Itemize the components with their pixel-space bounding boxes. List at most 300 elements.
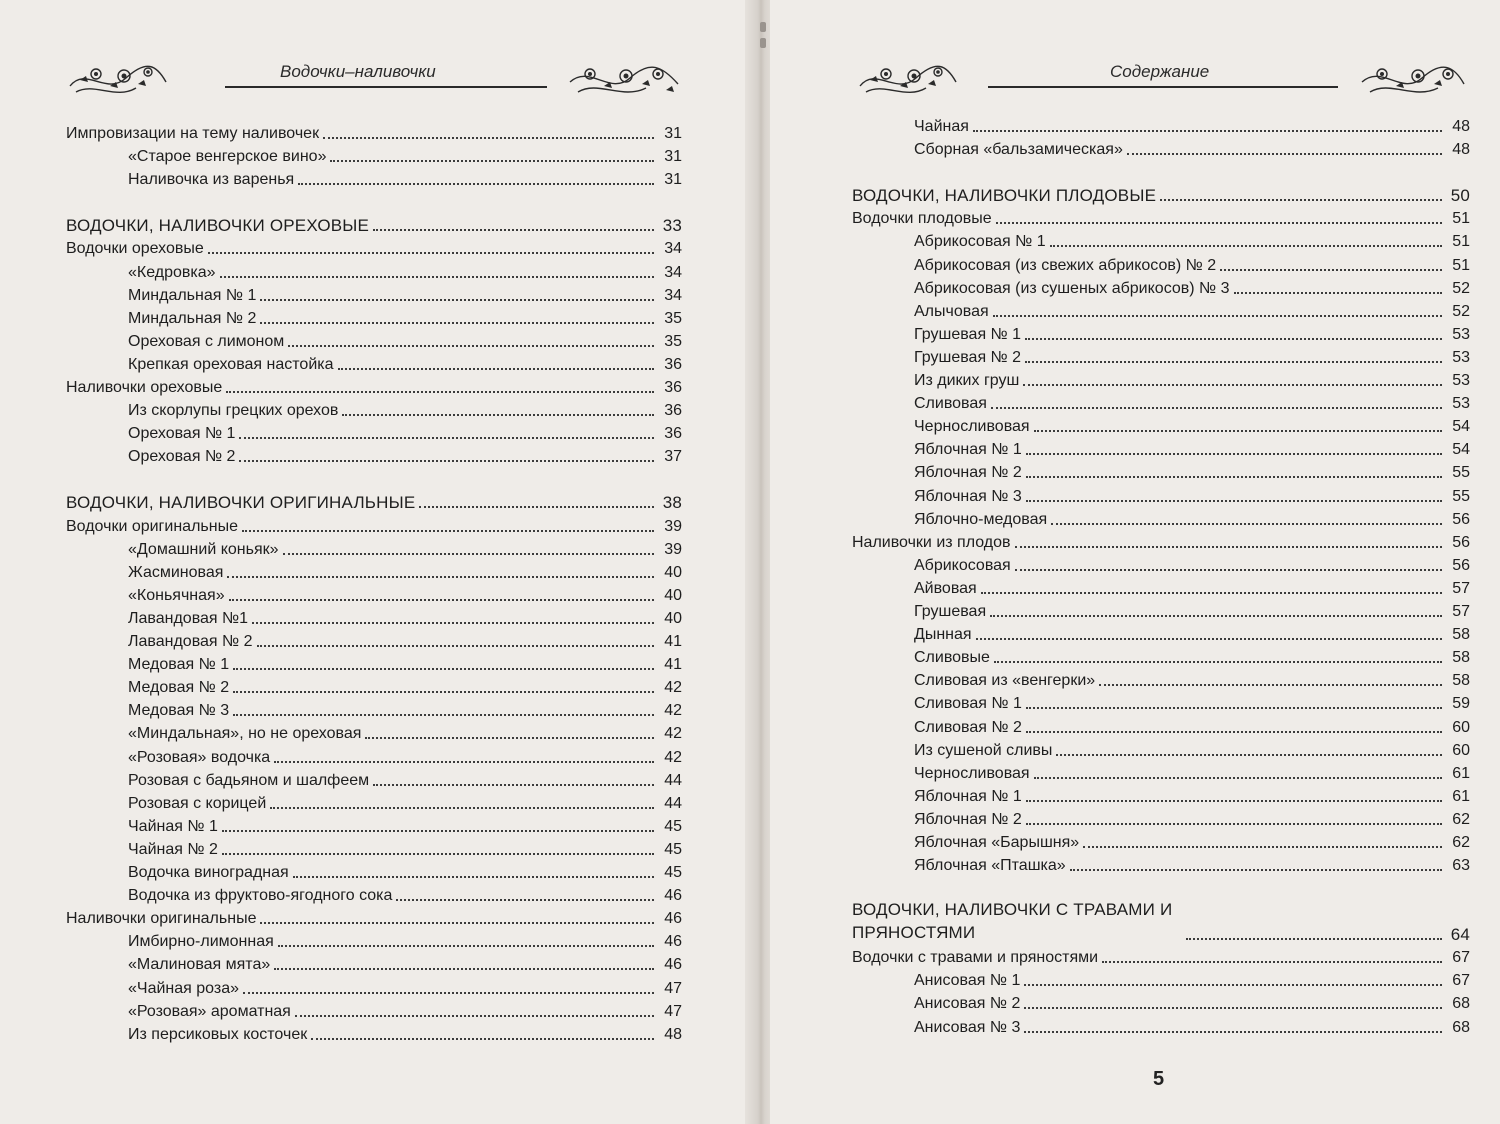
- dot-leader: [342, 414, 654, 416]
- dot-leader: [260, 922, 654, 924]
- dot-leader: [1160, 199, 1442, 201]
- toc-entry: [914, 737, 1470, 760]
- toc-entry-page: 56: [1452, 556, 1470, 574]
- toc-entry-title: Медовая № 1: [128, 656, 230, 674]
- dot-leader: [1024, 1007, 1442, 1009]
- toc-entry: [914, 852, 1470, 875]
- dot-leader: [1023, 384, 1442, 386]
- toc-section-heading: [66, 212, 682, 235]
- toc-entry-title: Сливовая № 2: [914, 718, 1022, 736]
- toc-entry: [128, 975, 682, 998]
- toc-entry-title: Водочка виноградная: [128, 864, 289, 881]
- toc-entry: [914, 459, 1470, 482]
- toc-entry-page: 59: [1452, 695, 1470, 713]
- toc-entry-title: Медовая № 3: [128, 702, 230, 720]
- toc-entry-page: 34: [664, 240, 682, 258]
- toc-entry: [128, 767, 682, 790]
- toc-entry: [914, 690, 1470, 713]
- toc-entry: [914, 136, 1470, 159]
- toc-entry-title: Сборная «бальзамическая»: [914, 141, 1123, 159]
- toc-entry-title: Яблочная № 2: [914, 464, 1022, 482]
- dot-leader: [1050, 245, 1442, 247]
- toc-entry-title: Миндальная № 1: [128, 286, 257, 304]
- toc-group-heading: [66, 374, 682, 397]
- toc-entry: [914, 598, 1470, 621]
- dot-leader: [1051, 523, 1442, 525]
- toc-entry: [914, 367, 1470, 390]
- toc-entry-title: Дынная: [914, 626, 972, 644]
- toc-entry-page: 35: [664, 309, 682, 327]
- toc-entry-page: 39: [664, 517, 682, 535]
- toc-entry-title: Медовая № 2: [128, 679, 230, 697]
- dot-leader: [226, 391, 654, 393]
- toc-entry-title: Крепкая ореховая настойка: [128, 355, 334, 373]
- toc-entry: [128, 882, 682, 905]
- toc-entry: [914, 321, 1470, 344]
- dot-leader: [330, 160, 654, 162]
- dot-leader: [233, 691, 654, 693]
- dot-leader: [373, 229, 654, 231]
- toc-entry-title: ВОДОЧКИ, НАЛИВОЧКИ ПЛОДОВЫЕ: [852, 186, 1157, 206]
- dot-leader: [278, 945, 654, 947]
- dot-leader: [243, 992, 654, 994]
- dot-leader: [252, 622, 654, 624]
- floral-ornament-icon: [566, 56, 682, 102]
- toc-entry: [128, 836, 682, 859]
- dot-leader: [1026, 800, 1442, 802]
- toc-entry: [914, 390, 1470, 413]
- toc-section-heading: [852, 898, 1470, 944]
- toc-entry-title: Наливочки из плодов: [852, 533, 1011, 551]
- dot-leader: [1015, 569, 1442, 571]
- toc-entry: [914, 644, 1470, 667]
- dot-leader: [1026, 500, 1442, 502]
- toc-entry-title: ВОДОЧКИ, НАЛИВОЧКИ ОРЕХОВЫЕ: [66, 216, 370, 236]
- toc-section-heading: [852, 182, 1470, 205]
- toc-entry-title: Чайная № 1: [128, 817, 218, 835]
- toc-entry-title: «Кедровка»: [128, 263, 216, 281]
- dot-leader: [257, 645, 654, 647]
- toc-entry-title: Яблочная № 1: [914, 441, 1022, 459]
- toc-entry-page: 31: [664, 125, 682, 142]
- toc-entry-title: Яблочная «Пташка»: [914, 857, 1066, 875]
- toc-entry-title: Наливочки оригинальные: [66, 910, 257, 928]
- dot-leader: [1220, 269, 1442, 271]
- toc-entry-title: Анисовая № 1: [914, 972, 1021, 990]
- toc-entry-title: Из персиковых косточек: [128, 1025, 308, 1043]
- toc-entry: [128, 605, 682, 628]
- toc-entry: [128, 790, 682, 813]
- toc-group-heading: [66, 905, 682, 928]
- toc-entry-page: 51: [1452, 256, 1470, 274]
- toc-entry-page: 62: [1452, 834, 1470, 851]
- dot-leader: [208, 252, 654, 254]
- dot-leader: [222, 853, 654, 855]
- toc-entry-title: Ореховая № 1: [128, 425, 236, 443]
- toc-entry-page: 41: [664, 656, 682, 674]
- toc-entry: [128, 1021, 682, 1044]
- toc-entry-page: 33: [662, 216, 682, 236]
- toc-entry-title: Сливовая из «венгерки»: [914, 672, 1096, 690]
- toc-entry-title: ВОДОЧКИ, НАЛИВОЧКИ С ТРАВАМИ И ПРЯНОСТЯМИ: [852, 900, 1173, 943]
- toc-entry: [128, 259, 682, 282]
- toc-entry-page: 61: [1452, 787, 1470, 805]
- toc-entry: [914, 252, 1470, 275]
- toc-entry-title: Айвовая: [914, 579, 977, 597]
- dot-leader: [1026, 476, 1442, 478]
- toc-entry: [914, 552, 1470, 575]
- toc-entry: [128, 351, 682, 374]
- toc-section-heading: [66, 489, 682, 512]
- toc-entry-title: Водочки оригинальные: [66, 517, 238, 535]
- dot-leader: [239, 460, 654, 462]
- toc-entry-title: Лавандовая № 2: [128, 633, 253, 650]
- dot-leader: [419, 506, 654, 508]
- toc-entry-page: 45: [664, 817, 682, 835]
- toc-entry: [128, 813, 682, 836]
- toc-entry: [914, 413, 1470, 436]
- toc-entry-title: «Миндальная», но не ореховая: [128, 725, 362, 743]
- toc-entry-page: 37: [664, 448, 682, 466]
- dot-leader: [233, 714, 654, 716]
- toc-entry-page: 40: [664, 586, 682, 604]
- dot-leader: [996, 222, 1442, 224]
- toc-group-heading: [852, 205, 1470, 228]
- toc-entry-title: Грушевая № 2: [914, 348, 1022, 366]
- toc-entry-title: Розовая с бадьяном и шалфеем: [128, 771, 370, 789]
- dot-leader: [222, 830, 654, 832]
- toc-entry-title: Черносливовая: [914, 418, 1030, 436]
- toc-entry-title: Яблочная № 2: [914, 810, 1022, 828]
- toc-entry: [914, 436, 1470, 459]
- toc-entry-title: Импровизации на тему наливочек: [66, 125, 320, 142]
- toc-entry-page: 46: [664, 933, 682, 951]
- toc-entry: [128, 536, 682, 559]
- toc-entry-page: 55: [1452, 487, 1470, 505]
- toc-entry-title: Анисовая № 3: [914, 1018, 1021, 1036]
- dot-leader: [229, 599, 654, 601]
- toc-entry-page: 47: [664, 1002, 682, 1020]
- toc-entry: [128, 859, 682, 882]
- toc-entry-page: 40: [664, 563, 682, 581]
- toc-entry-title: Водочки ореховые: [66, 240, 204, 258]
- toc-entry: [128, 397, 682, 420]
- toc-entry-page: 57: [1452, 579, 1470, 597]
- toc-entry: [914, 228, 1470, 251]
- toc-entry-page: 63: [1452, 857, 1470, 875]
- toc-entry: [914, 760, 1470, 783]
- toc-entry: [128, 720, 682, 743]
- toc-entry-title: Яблочно-медовая: [914, 510, 1048, 528]
- toc-entry-title: Яблочная № 3: [914, 487, 1022, 505]
- dot-leader: [994, 661, 1442, 663]
- dot-leader: [373, 784, 654, 786]
- toc-entry-page: 68: [1452, 1018, 1470, 1036]
- toc-entry-page: 67: [1452, 949, 1470, 967]
- toc-entry-title: Абрикосовая № 1: [914, 233, 1046, 251]
- toc-entry-page: 58: [1452, 649, 1470, 667]
- toc-entry-page: 34: [664, 286, 682, 304]
- toc-entry: [914, 483, 1470, 506]
- toc-entry-page: 51: [1452, 210, 1470, 228]
- toc-entry-page: 40: [664, 609, 682, 627]
- dot-leader: [311, 1038, 654, 1040]
- toc-entry: [914, 783, 1470, 806]
- dot-leader: [1070, 869, 1442, 871]
- dot-leader: [991, 407, 1442, 409]
- dot-leader: [220, 276, 654, 278]
- toc-entry-page: 46: [664, 910, 682, 928]
- toc-entry-title: Чайная: [914, 118, 969, 135]
- toc-entry-page: 38: [662, 493, 682, 513]
- toc-entry-page: 36: [664, 379, 682, 396]
- toc-entry-title: Имбирно-лимонная: [128, 933, 274, 951]
- toc-entry: [128, 305, 682, 328]
- dot-leader: [1102, 961, 1442, 963]
- toc-entry: [914, 344, 1470, 367]
- toc-entry: [128, 559, 682, 582]
- toc-entry-title: «Розовая» ароматная: [128, 1002, 291, 1020]
- toc-entry-page: 36: [664, 425, 682, 443]
- toc-entry-page: 35: [664, 332, 682, 350]
- dot-leader: [338, 368, 655, 370]
- toc-entry: [128, 998, 682, 1021]
- dot-leader: [283, 553, 654, 555]
- toc-entry-page: 41: [664, 633, 682, 650]
- running-header-title: Содержание: [1110, 62, 1210, 81]
- dot-leader: [976, 638, 1442, 640]
- toc-entry-page: 56: [1452, 510, 1470, 528]
- toc-entry: [914, 829, 1470, 852]
- dot-leader: [242, 530, 654, 532]
- dot-leader: [293, 876, 654, 878]
- toc-entry-page: 36: [664, 402, 682, 420]
- toc-entry-page: 48: [1452, 118, 1470, 135]
- toc-entry-title: «Коньячная»: [128, 586, 225, 604]
- toc-entry: [914, 621, 1470, 644]
- dot-leader: [1234, 292, 1442, 294]
- dot-leader: [274, 761, 654, 763]
- staple: [760, 22, 766, 32]
- toc-entry: [128, 443, 682, 466]
- toc-group-heading: [66, 120, 682, 143]
- dot-leader: [1034, 430, 1442, 432]
- dot-leader: [260, 299, 654, 301]
- dot-leader: [1034, 777, 1442, 779]
- toc-entry-page: 31: [664, 148, 682, 166]
- page-number: 5: [1153, 1068, 1165, 1090]
- toc-entry-title: Водочка из фруктово-ягодного сока: [128, 887, 393, 905]
- toc-entry-title: Сливовая: [914, 395, 987, 413]
- dot-leader: [1025, 361, 1442, 363]
- toc-entry-title: Яблочная «Барышня»: [914, 834, 1080, 851]
- toc-entry-page: 54: [1452, 418, 1470, 436]
- toc-entry-page: 57: [1452, 603, 1470, 620]
- toc-entry: [128, 582, 682, 605]
- dot-leader: [1024, 984, 1442, 986]
- toc-entry: [128, 651, 682, 674]
- toc-entry: [914, 575, 1470, 598]
- dot-leader: [1026, 453, 1442, 455]
- toc-entry: [128, 928, 682, 951]
- toc-entry-page: 54: [1452, 441, 1470, 459]
- toc-entry-title: Жасминовая: [128, 563, 224, 581]
- toc-entry: [128, 744, 682, 767]
- toc-entry-page: 42: [664, 702, 682, 720]
- dot-leader: [1186, 938, 1442, 940]
- toc-entry-page: 48: [664, 1025, 682, 1043]
- toc-entry: [914, 298, 1470, 321]
- toc-entry-title: Ореховая с лимоном: [128, 332, 285, 350]
- toc-entry: [914, 990, 1470, 1013]
- toc-group-heading: [66, 235, 682, 258]
- toc-entry-title: Абрикосовая: [914, 556, 1011, 574]
- toc-entry-title: Абрикосовая (из свежих абрикосов) № 2: [914, 256, 1217, 274]
- toc-entry-title: Ореховая № 2: [128, 448, 236, 466]
- toc-entry-title: «Домашний коньяк»: [128, 540, 279, 558]
- toc-entry-title: «Старое венгерское вино»: [128, 148, 327, 166]
- header-rule: [225, 86, 547, 88]
- dot-leader: [295, 1015, 654, 1017]
- toc-entry: [128, 166, 682, 189]
- dot-leader: [1083, 846, 1442, 848]
- dot-leader: [227, 576, 654, 578]
- toc-entry: [914, 113, 1470, 136]
- dot-leader: [973, 130, 1442, 132]
- dot-leader: [260, 322, 654, 324]
- running-header-title: Водочки–наливочки: [280, 62, 436, 81]
- toc-entry-title: Из скорлупы грецких орехов: [128, 402, 339, 420]
- toc-entry-title: «Розовая» водочка: [128, 748, 271, 766]
- toc-entry: [914, 806, 1470, 829]
- toc-entry: [128, 420, 682, 443]
- toc-entry-page: 39: [664, 540, 682, 558]
- toc-entry: [128, 628, 682, 651]
- toc-entry-page: 53: [1452, 325, 1470, 343]
- dot-leader: [323, 137, 654, 139]
- toc-entry-title: Наливочка из варенья: [128, 171, 295, 189]
- toc-entry-title: Сливовая № 1: [914, 695, 1022, 713]
- toc-group-heading: [852, 529, 1470, 552]
- staple: [760, 38, 766, 48]
- toc-entry-page: 53: [1452, 348, 1470, 366]
- dot-leader: [1026, 731, 1442, 733]
- toc-entry-page: 64: [1450, 925, 1470, 945]
- toc-entry-page: 53: [1452, 395, 1470, 413]
- toc-entry-title: Грушевая № 1: [914, 325, 1022, 343]
- floral-ornament-icon: [856, 56, 960, 102]
- dot-leader: [298, 183, 654, 185]
- toc-entry: [128, 674, 682, 697]
- toc-entry-title: Грушевая: [914, 603, 987, 620]
- toc-entry-page: 42: [664, 679, 682, 697]
- toc-entry-page: 47: [664, 979, 682, 997]
- toc-entry-title: Розовая с корицей: [128, 794, 267, 812]
- toc-group-heading: [66, 513, 682, 536]
- dot-leader: [288, 345, 654, 347]
- toc-entry-page: 60: [1452, 741, 1470, 759]
- floral-ornament-icon: [1358, 56, 1468, 102]
- toc-entry: [128, 951, 682, 974]
- toc-entry-page: 46: [664, 887, 682, 905]
- toc-entry-page: 45: [664, 840, 682, 858]
- toc-entry-title: Алычовая: [914, 302, 989, 320]
- toc-entry-page: 67: [1452, 972, 1470, 990]
- toc-entry: [128, 143, 682, 166]
- toc-entry: [128, 697, 682, 720]
- toc-entry-title: Чайная № 2: [128, 840, 218, 858]
- toc-entry-page: 50: [1450, 186, 1470, 206]
- toc-entry-title: Лавандовая №1: [128, 609, 249, 627]
- toc-entry-title: Водочки с травами и пряностями: [852, 949, 1099, 967]
- dot-leader: [1056, 754, 1442, 756]
- toc-entry-title: Черносливовая: [914, 764, 1030, 782]
- dot-leader: [233, 668, 654, 670]
- dot-leader: [993, 315, 1442, 317]
- toc-group-heading: [852, 944, 1470, 967]
- toc-entry: [128, 282, 682, 305]
- toc-entry-page: 52: [1452, 302, 1470, 320]
- toc-entry-title: Анисовая № 2: [914, 995, 1021, 1013]
- dot-leader: [270, 807, 654, 809]
- toc-entry-title: Водочки плодовые: [852, 210, 992, 228]
- dot-leader: [1099, 684, 1442, 686]
- toc-entry-title: Яблочная № 1: [914, 787, 1022, 805]
- toc-entry-page: 51: [1452, 233, 1470, 251]
- toc-entry-page: 36: [664, 355, 682, 373]
- toc-entry-page: 31: [664, 171, 682, 189]
- toc-entry-page: 58: [1452, 672, 1470, 690]
- toc-entry-page: 34: [664, 263, 682, 281]
- toc-entry: [914, 714, 1470, 737]
- dot-leader: [365, 737, 654, 739]
- toc-entry-page: 58: [1452, 626, 1470, 644]
- toc-entry-title: Из сушеной сливы: [914, 741, 1053, 759]
- toc-entry: [128, 328, 682, 351]
- dot-leader: [396, 899, 654, 901]
- dot-leader: [1026, 823, 1442, 825]
- toc-entry: [914, 967, 1470, 990]
- toc-entry-title: «Чайная роза»: [128, 979, 239, 997]
- dot-leader: [981, 592, 1442, 594]
- toc-entry-title: Миндальная № 2: [128, 309, 257, 327]
- toc-entry-page: 62: [1452, 810, 1470, 828]
- dot-leader: [1024, 1031, 1442, 1033]
- toc-entry-page: 53: [1452, 372, 1470, 389]
- dot-leader: [1015, 546, 1443, 548]
- toc-entry-page: 68: [1452, 995, 1470, 1013]
- toc-entry: [914, 275, 1470, 298]
- toc-entry-page: 42: [664, 725, 682, 743]
- toc-entry-page: 56: [1452, 533, 1470, 551]
- dot-leader: [990, 615, 1442, 617]
- toc-entry-page: 46: [664, 956, 682, 974]
- toc-entry-title: Наливочки ореховые: [66, 379, 223, 396]
- toc-entry-page: 44: [664, 771, 682, 789]
- right-page: [770, 0, 1500, 1124]
- toc-entry: [914, 667, 1470, 690]
- toc-entry-title: «Малиновая мята»: [128, 956, 271, 974]
- toc-entry-page: 48: [1452, 141, 1470, 159]
- toc-entry-page: 44: [664, 794, 682, 812]
- header-rule: [988, 86, 1338, 88]
- toc-entry-page: 61: [1452, 764, 1470, 782]
- toc-entry-page: 45: [664, 864, 682, 881]
- dot-leader: [1127, 153, 1442, 155]
- toc-entry-title: Из диких груш: [914, 372, 1020, 389]
- toc-entry: [914, 506, 1470, 529]
- toc-entry-title: ВОДОЧКИ, НАЛИВОЧКИ ОРИГИНАЛЬНЫЕ: [66, 493, 416, 513]
